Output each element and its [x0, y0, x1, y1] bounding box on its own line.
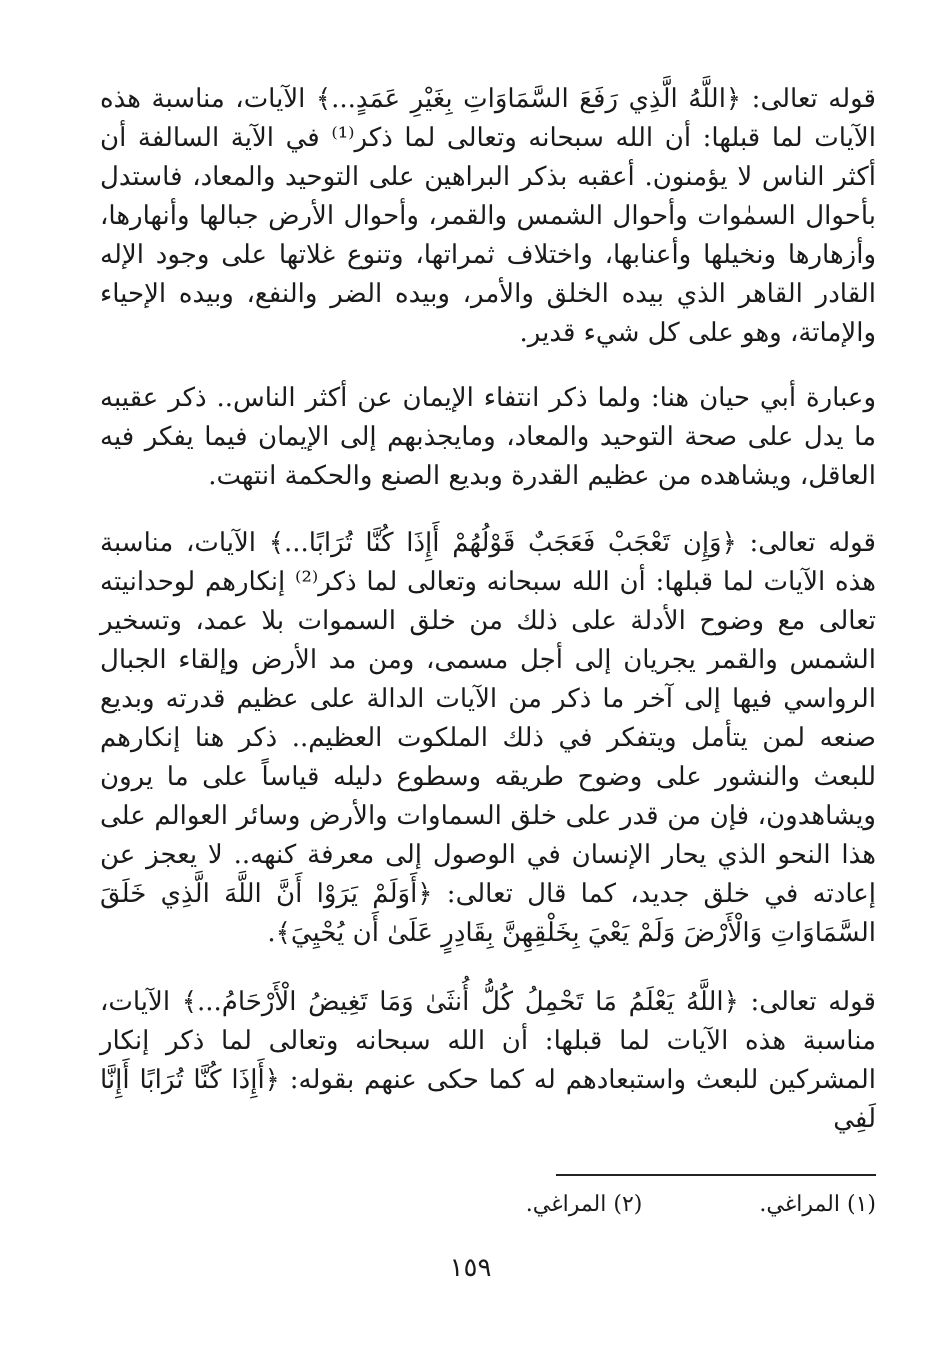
page-number: ١٥٩	[449, 1253, 492, 1283]
footnote-divider	[556, 1174, 876, 1176]
paragraph-2: وعبارة أبي حيان هنا: ولما ذكر انتفاء الإيمان عن أكثر الناس.. ذكر عقيبه ما يدل على صحة التوحيد والمعاد، ومايجذبهم إلى الإيمان فيما يفكر فيه العاقل، ويشاهده من عظيم القدرة وبديع الصنع والحكمة انتهت.	[100, 383, 876, 491]
footnote-1: (١) المراغي.	[759, 1192, 876, 1217]
page-body	[100, 70, 876, 1139]
footnote-2: (٢) المراغي.	[525, 1192, 643, 1217]
paragraph-1: قوله تعالى: ﴿اللَّهُ الَّذِي رَفَعَ السَّمَاوَاتِ بِغَيْرِ عَمَدٍ...﴾ الآيات، مناسبة هذه الآيات لما قبلها: أن الله سبحانه وتعالى لما ذكر⁽¹⁾ في الآية السالفة أن أكثر الناس لا يؤمنون. أعقبه بذكر البراهين على التوحيد والمعاد، فاستدل بأحوال السمٰوات وأحوال الشمس والقمر، وأحوال الأرض جبالها وأنهارها، وأزهارها ونخيلها وأعنابها، واختلاف ثمراتها، وتنوع غلاتها على وجود الإله القادر القاهر الذي بيده الخلق والأمر، وبيده الضر والنفع، وبيده الإحياء والإماتة، وهو على كل شيء قدير.	[100, 84, 876, 348]
footnotes	[100, 1190, 876, 1220]
paragraph-4: قوله تعالى: ﴿اللَّهُ يَعْلَمُ مَا تَحْمِلُ كُلُّ أُنثَىٰ وَمَا تَغِيضُ الْأَرْحَامُ...﴾ الآيات، مناسبة هذه الآيات لما قبلها: أن الله سبحانه وتعالى لما ذكر إنكار المشركين للبعث واستبعادهم له كما حكى عنهم بقوله: ﴿أَإِذَا كُنَّا تُرَابًا أَإِنَّا لَفِي	[100, 987, 876, 1134]
paragraph-3: قوله تعالى: ﴿وَإِن تَعْجَبْ فَعَجَبٌ قَوْلُهُمْ أَإِذَا كُنَّا تُرَابًا...﴾ الآيات، مناسبة هذه الآيات لما قبلها: أن الله سبحانه وتعالى لما ذكر⁽²⁾ إنكارهم لوحدانيته تعالى مع وضوح الأدلة على ذلك من خلق السموات بلا عمد، وتسخير الشمس والقمر يجريان إلى أجل مسمى، ومن مد الأرض وإلقاء الجبال الرواسي فيها إلى آخر ما ذكر من الآيات الدالة على عظيم قدرته وبديع صنعه لمن يتأمل ويتفكر في ذلك الملكوت العظيم.. ذكر هنا إنكارهم للبعث والنشور على وضوح طريقه وسطوع دليله قياساً على ما يرون ويشاهدون، فإن من قدر على خلق السماوات والأرض وسائر العوالم على هذا النحو الذي يحار الإنسان في الوصول إلى معرفة كنهه.. لا يعجز عن إعادته في خلق جديد، كما قال تعالى: ﴿أَوَلَمْ يَرَوْا أَنَّ اللَّهَ الَّذِي خَلَقَ السَّمَاوَاتِ وَالْأَرْضَ وَلَمْ يَعْيَ بِخَلْقِهِنَّ بِقَادِرٍ عَلَىٰ أَن يُحْيِيَ﴾.	[100, 528, 877, 948]
